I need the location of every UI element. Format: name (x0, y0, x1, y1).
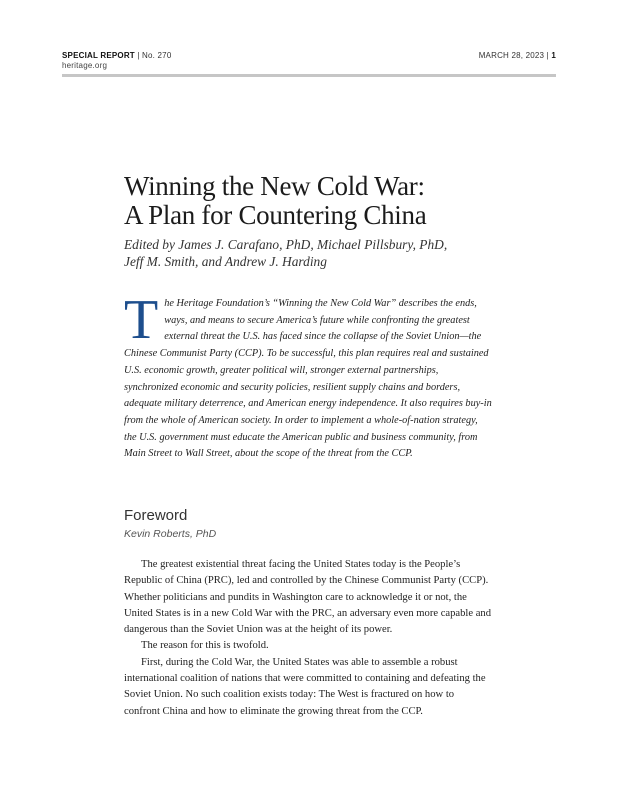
report-number: No. 270 (142, 51, 172, 60)
report-label: SPECIAL REPORT (62, 51, 135, 60)
editors-line-2: Jeff M. Smith, and Andrew J. Harding (124, 254, 327, 269)
abstract (124, 289, 492, 463)
title-line-1: Winning the New Cold War: (124, 171, 425, 201)
editors (124, 236, 504, 270)
title-line-2: A Plan for Countering China (124, 200, 427, 230)
foreword-author: Kevin Roberts, PhD (124, 528, 217, 540)
report-info (62, 51, 171, 60)
report-title (124, 172, 504, 230)
header-rule (62, 74, 556, 77)
foreword-heading: Foreword (124, 507, 188, 524)
paragraph: The greatest existential threat facing the United States today is the People’s Republic of China (PRC), led and controlled by the Chinese Communist Party (CCP). Whether politicians and pundits in Washington care to acknowledge it or not, the United States is in a new Cold War with the PRC, an adversary even more capable and dangerous than the Soviet Union was at the height of its power. (124, 559, 491, 636)
date-page (479, 51, 556, 60)
drop-cap: T (124, 289, 159, 351)
foreword-body (124, 557, 492, 720)
paragraph: First, during the Cold War, the United States was able to assemble a robust international coalition of nations that were committed to containing and defeating the Soviet Union. No such coalition exists today: The West is fractured on how to confront China and how to eliminate the growing threat from the CCP. (124, 656, 486, 717)
header-separator: | (137, 51, 140, 60)
editors-line-1: Edited by James J. Carafano, PhD, Michael Pillsbury, PhD, (124, 237, 448, 252)
page-number: 1 (551, 51, 556, 60)
header-separator-right: | (546, 51, 549, 60)
paragraph: The reason for this is twofold. (141, 640, 269, 652)
website-link[interactable]: heritage.org (62, 61, 108, 70)
abstract-text: he Heritage Foundation’s “Winning the New Cold War” describes the ends, ways, and means to secure America’s future while confronting the greatest external threat the U.S. has faced since the collapse of the Soviet Union—the Chinese Communist Party (CCP). To be successful, this plan requires real and sustained U.S. economic growth, greater political will, stronger external partnerships, synchronized economic and security policies, resilient supply chains and borders, adequate military deterrence, and American energy independence. It also requires buy-in from the whole of American society. In order to implement a whole-of-nation strategy, the U.S. government must educate the American public and business community, from Main Street to Wall Street, about the scope of the threat from the CCP. (124, 298, 492, 460)
report-date: MARCH 28, 2023 (478, 51, 545, 60)
